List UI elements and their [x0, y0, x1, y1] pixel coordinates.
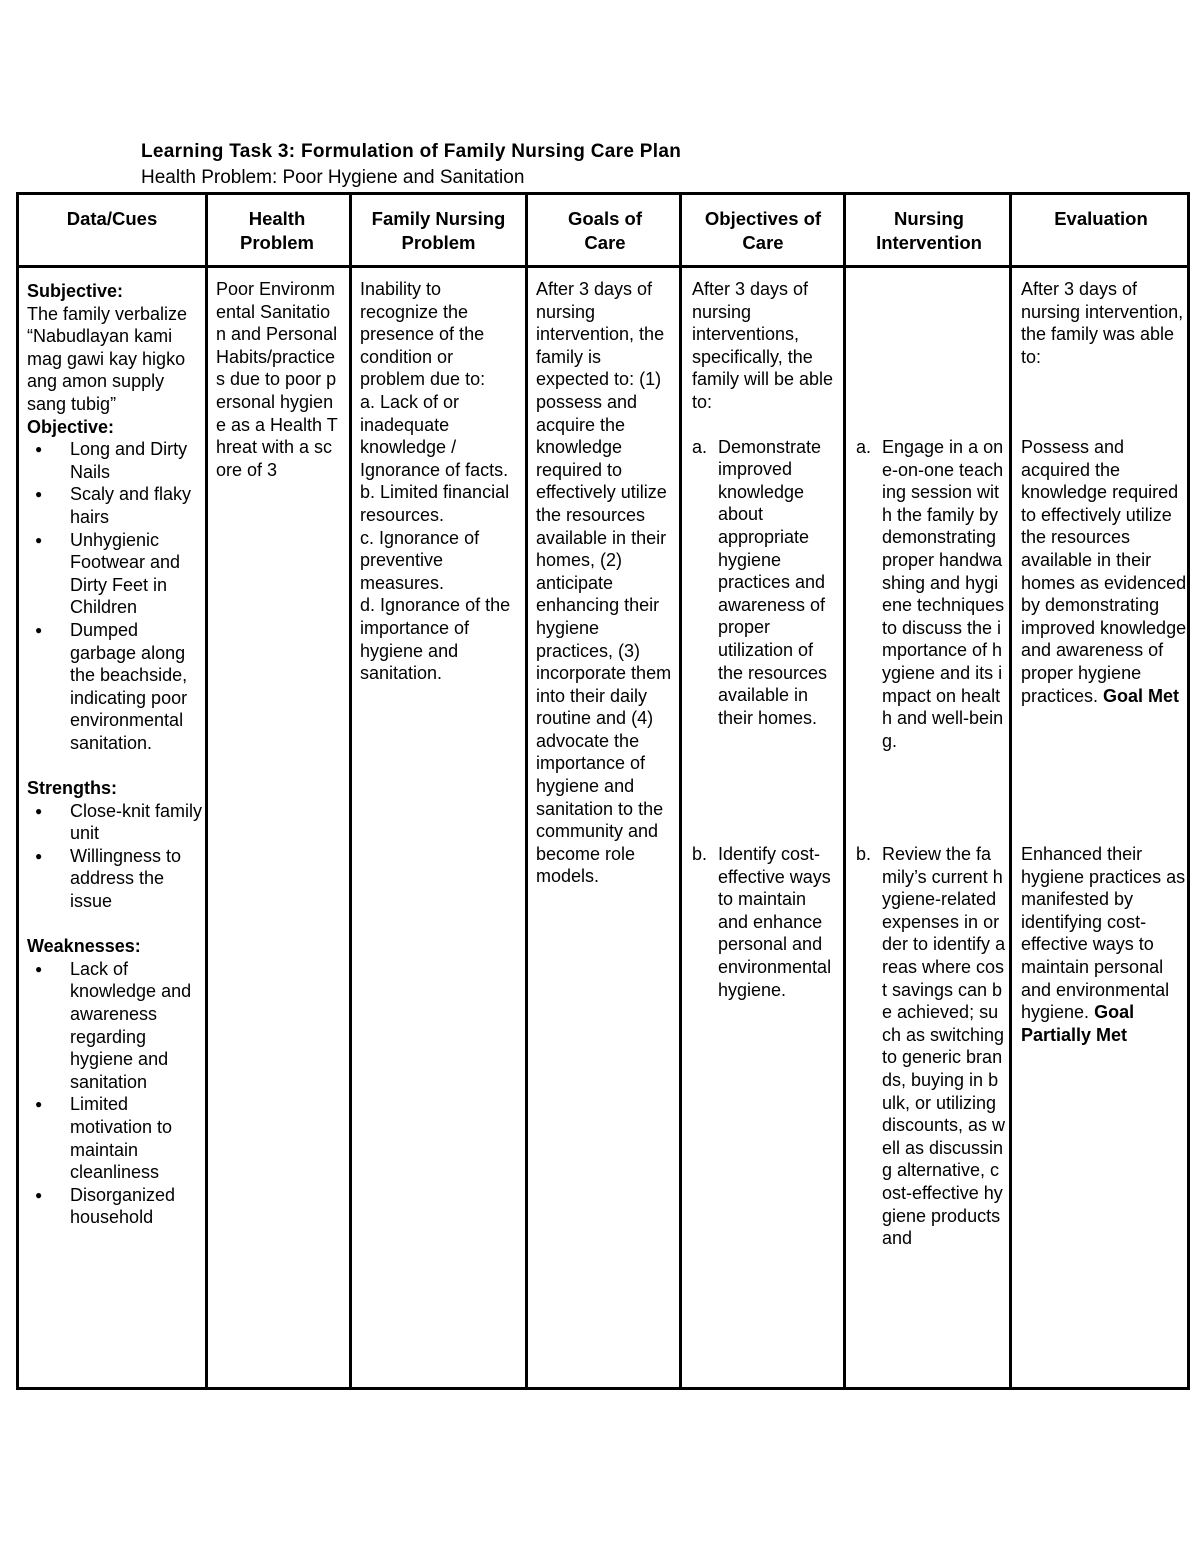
list-item: ● Disorganized household	[27, 1184, 203, 1229]
objectives-of-care-cell-b	[692, 843, 838, 1001]
data-cues-cell	[27, 280, 203, 1229]
list-item: ● Close-knit family unit	[27, 800, 203, 845]
list-item: ● Willingness to address the issue	[27, 845, 203, 913]
objective-b-text: Identify cost-effective ways to maintain and enhance personal and environmental hygiene.	[718, 844, 832, 1000]
evaluation-b-cell	[1021, 843, 1189, 1046]
page-title: Learning Task 3: Formulation of Family Nursing Care Plan	[141, 141, 682, 162]
subjective-label: Subjective:	[27, 281, 124, 301]
care-plan-table	[16, 192, 1190, 1390]
list-item: a. Lack of or inadequate knowledge / Ignorance of facts.	[360, 391, 509, 480]
objective-list	[27, 438, 203, 754]
column-divider	[1009, 195, 1012, 1387]
evaluation-intro: After 3 days of nursing intervention, the family was able to:	[1021, 279, 1184, 367]
column-divider	[205, 195, 208, 1387]
header-goals-of-care: Goals of Care	[567, 208, 642, 253]
weaknesses-label: Weaknesses:	[27, 936, 141, 957]
header-family-nursing-problem: Family Nursing Problem	[371, 208, 506, 253]
header-nursing-intervention: Nursing Intervention	[876, 208, 982, 253]
objective-a	[692, 436, 838, 730]
list-item: ● Long and Dirty Nails	[27, 438, 203, 483]
column-divider	[349, 195, 352, 1387]
objective-b	[692, 843, 838, 1001]
evaluation-b-text: Enhanced their hygiene practices as manifested by identifying cost-effective ways to maintain personal and environmental hygiene.	[1021, 844, 1186, 1023]
strengths-list	[27, 800, 203, 913]
family-nursing-problem-intro: Inability to recognize the presence of the condition or problem due to:	[360, 279, 486, 390]
objective-label: Objective:	[27, 416, 115, 437]
nursing-intervention-a-cell	[856, 436, 1006, 752]
subjective-text: The family verbalize “Nabudlayan kami mag gawi kay higko ang amon supply sang tubig”	[27, 303, 188, 414]
header-divider	[19, 265, 1187, 268]
list-item: ● Dumped garbage along the beachside, indicating poor environmental sanitation.	[27, 619, 203, 755]
list-item: ● Limited motivation to maintain cleanliness	[27, 1093, 203, 1183]
evaluation-a-status: Goal Met	[1103, 685, 1180, 706]
weaknesses-list	[27, 958, 203, 1229]
list-item: ● Scaly and flaky hairs	[27, 483, 203, 528]
objective-a-text: Demonstrate improved knowledge about appropriate hygiene practices and awareness of proper utilization of the resources available in their homes.	[718, 436, 828, 728]
objective-b-label: b.	[692, 844, 708, 864]
list-item: c. Ignorance of preventive measures.	[360, 527, 480, 593]
objectives-of-care-cell	[692, 278, 838, 729]
evaluation-cell	[1021, 278, 1189, 368]
page-subtitle: Health Problem: Poor Hygiene and Sanitation	[141, 167, 525, 188]
intervention-b-label: b.	[856, 844, 872, 864]
objectives-intro: After 3 days of nursing interventions, specifically, the family will be able to:	[692, 279, 834, 412]
intervention-b	[856, 843, 1006, 1250]
goals-of-care-cell: After 3 days of nursing intervention, the family is expected to: (1) possess and acquire the knowledge required to effectively utilize the resources available in their homes, (2) anticipate enhancing their hygiene practices, (3) incorporate them into their daily routine and (4) advocate the importance of hygiene and sanitation to the community and become role models.	[536, 279, 672, 887]
health-problem-cell: Poor Environmental Sanitation and Personal Habits/practices due to poor personal hygiene as a Health Threat with a score of 3	[216, 279, 338, 480]
evaluation-a-text: Possess and acquired the knowledge required to effectively utilize the resources available in their homes as evidenced by demonstrating improved knowledge and awareness of proper hygiene practices.	[1021, 437, 1187, 706]
family-nursing-problem-cell	[360, 278, 520, 685]
header-data-cues: Data/Cues	[66, 208, 158, 229]
nursing-intervention-b-cell	[856, 843, 1006, 1250]
intervention-a-text: Engage in a one-on-one teaching session with the family by demonstrating proper handwashing and hygiene techniques to discuss the importance of hygiene and its impact on health and well-being.	[882, 437, 1005, 751]
column-divider	[525, 195, 528, 1387]
objective-a-label: a.	[692, 436, 708, 457]
intervention-b-text: Review the family’s current hygiene-related expenses in order to identify areas where cost savings can be achieved; such as switching to generic brands, buying in bulk, or utilizing discounts, as well as discussing alternative, cost-effective hygiene products and	[882, 844, 1006, 1249]
list-item: ● Lack of knowledge and awareness regarding hygiene and sanitation	[27, 958, 203, 1094]
intervention-a	[856, 436, 1006, 752]
list-item: ● Unhygienic Footwear and Dirty Feet in Children	[27, 529, 203, 619]
list-item: b. Limited financial resources.	[360, 482, 510, 525]
strengths-label: Strengths:	[27, 778, 117, 799]
column-divider	[843, 195, 846, 1387]
evaluation-b-status: Goal Partially Met	[1021, 1002, 1135, 1045]
column-divider	[679, 195, 682, 1387]
evaluation-a-cell	[1021, 436, 1189, 707]
intervention-a-label: a.	[856, 437, 872, 457]
header-objectives-of-care: Objectives of Care	[704, 208, 822, 253]
list-item: d. Ignorance of the importance of hygiene and sanitation.	[360, 595, 511, 684]
header-health-problem: Health Problem	[239, 208, 315, 253]
header-evaluation: Evaluation	[1054, 208, 1148, 229]
